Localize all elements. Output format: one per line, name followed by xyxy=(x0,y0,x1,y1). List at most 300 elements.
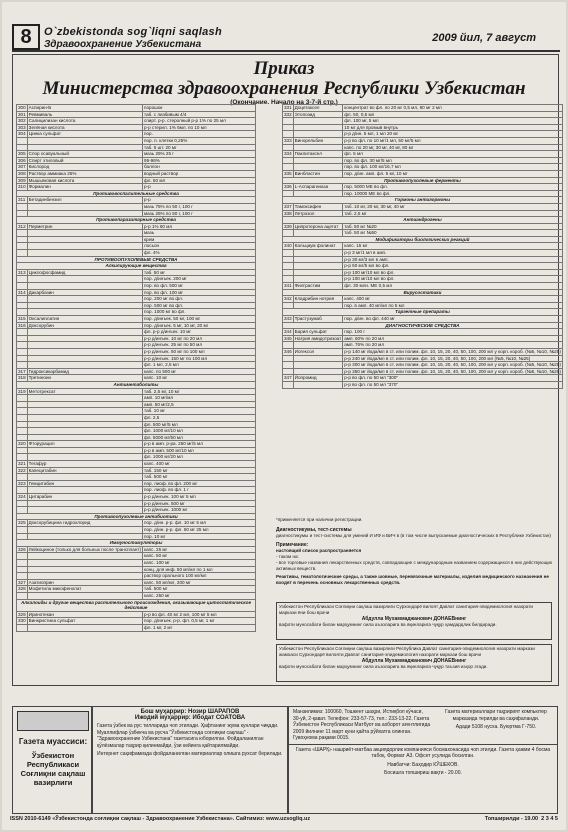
row-number xyxy=(17,421,28,428)
drug-form: р-р в амп. р-ра. 250 мг/5 мл xyxy=(143,441,256,448)
drug-form: мазь 25% 25 г xyxy=(143,151,256,158)
drug-name xyxy=(293,118,343,125)
table-row xyxy=(283,243,563,250)
drug-form: фл. 1000 мг/10 мл xyxy=(143,428,256,435)
table-row xyxy=(283,283,563,290)
drug-form: таб. 500 мг xyxy=(143,586,256,593)
row-number: 340 xyxy=(284,243,292,249)
table-row xyxy=(17,190,256,197)
drug-name xyxy=(27,474,142,481)
drug-name xyxy=(27,348,142,355)
row-number xyxy=(17,592,28,599)
drug-form: фл. р-р д/инъек. 10 мг xyxy=(143,329,256,336)
table-row xyxy=(17,480,256,487)
table-row xyxy=(17,184,256,191)
drug-form: р-р в амп. 500 мг/10 мл xyxy=(143,447,256,454)
address-text: Манзилимиз: 100060, Тошкент шаҳри, Истиқбол кўчаси, 30-уй, 2-қават. Телефон: 233-57-73, тел.: 233-13-22. Газета Ўзбекистон Республикаси Матбуот ва ахборот агентлигида 2009 йилнинг 11 март куни қайта рўйхатга олинган. Гувоҳнома рақами 0015. xyxy=(293,709,431,741)
issue-code: 2 3 4 5 xyxy=(541,816,558,822)
drug-name xyxy=(27,342,142,349)
row-number: 315 xyxy=(18,316,26,321)
drug-form: р-р 300 мг йода/мл в ст. или полим. фл. 10, 15, 20, 40, 50, 100, 200 мл у корп. короб. (№5, №10, №25) xyxy=(344,362,561,368)
drug-table-right xyxy=(282,104,563,389)
row-number xyxy=(283,124,294,131)
row-number xyxy=(17,250,28,257)
drug-name xyxy=(27,447,142,454)
drug-form: капс. 250 мг xyxy=(143,592,256,599)
table-row xyxy=(17,368,256,375)
drug-name: Мышьяковая кислота xyxy=(27,177,142,184)
drug-name xyxy=(27,137,142,144)
drug-form: фл. 1000 мг/20 мл xyxy=(143,454,256,461)
drug-form: пор. д/ин. р-р. фл. 10 мг 5 мл xyxy=(143,520,256,527)
row-number xyxy=(283,302,294,309)
row-number xyxy=(17,203,28,210)
row-number xyxy=(17,362,28,369)
drug-form: фл. 1 мл, 2,5 мл xyxy=(143,362,256,369)
row-number xyxy=(283,157,294,164)
drug-name xyxy=(293,355,343,362)
drug-form: р-р д/инъек. 10 мг по 20 мл xyxy=(143,335,256,342)
drug-name xyxy=(27,421,142,428)
notice2-name: Абдулла Мухаммаджанович ДОНАЕВнинг xyxy=(361,658,467,664)
drug-form: пор. д/ин. во фл. 440 мг xyxy=(343,316,563,323)
drug-name xyxy=(27,500,142,507)
drug-name: Перметрин xyxy=(27,223,142,230)
section-heading: Гормоны антигормоны xyxy=(283,197,563,204)
drug-form: р-р д/инъек. 500 мг xyxy=(143,500,256,507)
row-number: 329 xyxy=(18,611,26,617)
table-row xyxy=(283,184,563,191)
drug-name: Метотрексат xyxy=(27,388,142,395)
drug-name xyxy=(293,190,343,197)
table-row xyxy=(283,217,563,224)
table-row xyxy=(17,177,256,184)
notice2-text: Узбекистон Республикаси Соғлиқни сақлаш вазирлиги Республика Давлат санитария-эпидемиология назорати маркази жамоаси Сурхондарё вилояти Давлат санитария-эпидемиология назорати маркази бош врачи xyxy=(279,646,535,657)
drug-name: Кислород xyxy=(27,164,142,171)
drug-name xyxy=(27,428,142,435)
drug-name: Дакарбазин xyxy=(27,289,142,296)
table-row xyxy=(17,421,256,428)
note-diagnostics-head: Диагностикумы, тест-системы xyxy=(276,527,352,533)
table-row xyxy=(17,322,256,329)
drug-form: амп. 60% по 20 мл xyxy=(343,335,563,342)
table-row xyxy=(283,342,563,349)
drug-form: р-р во фл. по 10 мг/1 мл, 50 мг/5 мл xyxy=(343,137,563,144)
drug-name: Мофетила микофенолат xyxy=(27,586,142,593)
table-row xyxy=(17,566,256,573)
table-row xyxy=(283,362,563,369)
row-number: 308 xyxy=(18,170,26,176)
table-row xyxy=(17,223,256,230)
drug-form: таб. 2,5 мг xyxy=(343,210,563,217)
order-notes xyxy=(276,517,554,586)
row-number: 346 xyxy=(284,348,292,354)
drug-name: Салицилизан кислота xyxy=(27,118,142,125)
row-number: 347 xyxy=(284,375,292,381)
drug-name: Капецитабин xyxy=(27,467,142,474)
row-number xyxy=(17,553,28,560)
row-number: 303 xyxy=(18,124,26,130)
drug-name: Винорельбин xyxy=(293,137,343,144)
drug-form: пор. 500 мг во фл. xyxy=(143,302,256,309)
row-number xyxy=(283,230,294,237)
table-row xyxy=(283,210,563,217)
drug-form: пор. 1000 мг во фл. xyxy=(143,309,256,316)
left-drug-table xyxy=(16,104,278,632)
note-remark-b: - все торговые названия лекарственных средств, совпадающие с международным названием содержащихся в них действующих активных веществ. xyxy=(276,560,553,571)
drug-name xyxy=(293,131,343,138)
drug-name: Тегафур xyxy=(27,461,142,468)
row-number xyxy=(17,428,28,435)
drug-name xyxy=(27,236,142,243)
table-row xyxy=(17,197,256,204)
note-remark-head: Примечание: xyxy=(276,542,309,548)
row-number xyxy=(17,243,28,250)
row-number: 300 xyxy=(18,105,26,110)
drug-form: крем xyxy=(143,236,256,243)
drug-form: порошок xyxy=(143,105,256,112)
drug-form: пор. д/инъек. р-р. фл. 0,5 мг, 1 мг xyxy=(143,618,256,625)
drug-name xyxy=(27,533,142,540)
section-heading: Противопаразитарные средства xyxy=(17,217,256,224)
table-row xyxy=(283,381,563,388)
drug-name xyxy=(293,342,343,349)
notice1-text: Узбекистон Республикаси Соғлиқни сақлаш вазирлиги Сурхондарё вилоят Давлат санитария-эпидемиология назорати маркази ёни бош врачи xyxy=(279,604,533,615)
table-row xyxy=(17,579,256,586)
submit-time: Босишга топшириш вақти - 20.00. xyxy=(384,770,462,776)
drug-form: таб. 10 мг, 20 мг, 30 мг, 40 мг xyxy=(343,203,563,210)
row-number xyxy=(17,527,28,534)
table-row xyxy=(283,177,563,184)
table-row xyxy=(283,348,563,355)
table-row xyxy=(17,624,256,631)
drug-name: Винбластин xyxy=(293,170,343,177)
condolence-notice-1 xyxy=(276,602,552,640)
table-row xyxy=(283,111,563,118)
row-number xyxy=(17,447,28,454)
table-row xyxy=(17,164,256,171)
table-row xyxy=(283,269,563,276)
table-row xyxy=(17,559,256,566)
table-row xyxy=(17,111,256,118)
row-number xyxy=(283,131,294,138)
drug-form: фл. 4% xyxy=(143,250,256,257)
drug-form: р-р д/инъек. 100 мг 5 мл xyxy=(143,494,256,501)
section-heading: Противоопухолевые ферменты xyxy=(283,177,563,184)
drug-form: капс. 10 мг xyxy=(143,375,256,382)
table-row xyxy=(17,276,256,283)
row-number: 321 xyxy=(18,461,26,467)
row-number: 344 xyxy=(284,329,292,335)
table-row xyxy=(17,151,256,158)
table-row xyxy=(17,203,256,210)
drug-form: р-р д/ин. 5 мл, 1 мл 20 мг xyxy=(343,131,563,138)
row-number xyxy=(283,190,294,197)
table-row xyxy=(17,500,256,507)
section-heading: Противоопухолевые антибиотики xyxy=(17,513,256,520)
note-remark-c: Реактивы, гематологические среды, а также шовные, перевязочные материалы, изделия медицинского назначения не входят в перечень основных лекарственных средств. xyxy=(276,574,549,585)
table-row xyxy=(17,546,256,553)
drug-form: спирт. р-р. стеролный р-р 1% по 25 мл xyxy=(143,118,256,125)
drug-form: амп. 50 мг/2,5 xyxy=(143,401,256,408)
table-row xyxy=(283,263,563,270)
table-row xyxy=(17,210,256,217)
page-header xyxy=(12,24,560,52)
drug-name: Винкристина сульфат xyxy=(27,618,142,625)
table-row xyxy=(283,230,563,237)
table-row xyxy=(283,335,563,342)
drug-name xyxy=(293,256,343,263)
row-number: 341 xyxy=(284,283,292,289)
drug-name xyxy=(293,230,343,237)
row-number: 320 xyxy=(18,441,26,447)
drug-name xyxy=(27,566,142,573)
row-number: 305 xyxy=(18,151,26,157)
drug-name xyxy=(27,296,142,303)
row-number xyxy=(17,533,28,540)
note-diagnostics-body: диагностикумы и тест-системы для умений И ИФ и ВИЧ в (в том числе выпускаемые диагностических в Республике Узбекистан) xyxy=(276,533,551,538)
drug-form: пор. во фл. 500 мг xyxy=(143,283,256,290)
drug-form: конц. для инф. 50 мг/мл по 1 мл xyxy=(143,566,256,573)
section-heading: ПРОТИВООПУХОЛЕВЫЕ СРЕДСТВА xyxy=(17,256,256,263)
table-row xyxy=(17,236,256,243)
drug-form: пор. лиоф. во фл. 1 г xyxy=(143,487,256,494)
table-row xyxy=(17,217,256,224)
section-heading: Противовоспалительные средства xyxy=(17,190,256,197)
row-number xyxy=(283,118,294,125)
footer-contact-box xyxy=(288,706,558,814)
drug-form: капс. 400 мг xyxy=(143,461,256,468)
row-number: 313 xyxy=(18,269,26,275)
note-remark-a: - таком на: xyxy=(276,554,299,559)
publication-name-ru: Здравоохранение Узбекистана xyxy=(44,39,202,50)
row-number: 326 xyxy=(18,546,26,552)
table-row xyxy=(17,335,256,342)
publication-name-uz: O`zbekistonda sog`liqni saqlash xyxy=(44,26,222,38)
table-row xyxy=(283,118,563,125)
row-number xyxy=(283,362,294,369)
drug-name: Оксалиплатин xyxy=(27,316,142,323)
table-row xyxy=(17,487,256,494)
table-row xyxy=(17,540,256,547)
section-heading: Иммуностимуляторы xyxy=(17,540,256,547)
table-row xyxy=(283,329,563,336)
drug-form: амп. 10 мг/мл xyxy=(143,395,256,402)
drug-name: Аспирин-Б xyxy=(27,105,142,112)
drug-form: таб. 2,5 мг, 10 мг xyxy=(143,388,256,395)
table-row xyxy=(283,203,563,210)
row-number: 319 xyxy=(18,388,26,394)
table-row xyxy=(283,137,563,144)
row-number: 307 xyxy=(18,164,26,170)
drug-name: Этопозид xyxy=(293,111,343,118)
table-row xyxy=(17,520,256,527)
table-row xyxy=(17,414,256,421)
drug-form: пор. п. клетки 0,25% xyxy=(143,137,256,144)
row-number xyxy=(17,230,28,237)
drug-name xyxy=(27,210,142,217)
drug-name: Иогексол xyxy=(293,348,343,355)
drug-form: таб. 50 мг xyxy=(143,269,256,276)
section-heading: Модификаторы биологических реакций xyxy=(283,236,563,243)
print-order: Адади 5108 нусха. Буюртма Г-750. xyxy=(455,724,537,730)
drug-form: фл. 50, 0,5 мл xyxy=(343,111,563,118)
drug-name: Раствор аммиака 25% xyxy=(27,170,142,177)
row-number xyxy=(17,474,28,481)
drug-form: мазь xyxy=(143,230,256,237)
row-number xyxy=(17,329,28,336)
drug-form: пор. д/инъек. 200 мг xyxy=(143,276,256,283)
row-number xyxy=(17,296,28,303)
drug-form: р-р д/инъек. 150 мг по 100 мл xyxy=(143,355,256,362)
row-number: 325 xyxy=(18,520,26,526)
section-heading: Антиандрогены xyxy=(283,217,563,224)
table-row xyxy=(17,447,256,454)
drug-form: фл. 500 мг/5 мл xyxy=(143,421,256,428)
row-number xyxy=(17,434,28,441)
table-row xyxy=(283,355,563,362)
drug-form: фл. 2,5 xyxy=(143,414,256,421)
drug-name: Зелёная кислота xyxy=(27,124,142,131)
drug-name xyxy=(27,401,142,408)
row-number: 335 xyxy=(284,170,292,176)
drug-form: р-р 100 мг/10 мл во фл. xyxy=(343,269,563,276)
drug-form: амп. 76% по 20 мл xyxy=(343,342,563,349)
drug-form: пор. во фл. 30 мг/5 мл xyxy=(343,157,563,164)
table-row xyxy=(17,342,256,349)
drug-name xyxy=(27,487,142,494)
table-row xyxy=(283,322,563,329)
drug-name: Доксорубицина гидрохлорид xyxy=(27,520,142,527)
drug-form: р-р во фл. по 50 мл "370" xyxy=(343,381,563,388)
row-number xyxy=(17,355,28,362)
row-number xyxy=(17,395,28,402)
drug-form: капс. 50 мг xyxy=(143,553,256,560)
drug-name xyxy=(27,507,142,514)
drug-name xyxy=(27,276,142,283)
table-row xyxy=(17,381,256,388)
row-number: 314 xyxy=(18,289,26,295)
row-number xyxy=(17,573,28,580)
page-number: 8 xyxy=(12,24,40,50)
table-row xyxy=(17,527,256,534)
drug-name: Азатиоприн xyxy=(27,579,142,586)
drug-form: таб. 50 мг №50 xyxy=(343,230,563,237)
row-number xyxy=(283,144,294,151)
table-row xyxy=(17,256,256,263)
table-row xyxy=(17,137,256,144)
row-number: 304 xyxy=(18,131,26,137)
table-row xyxy=(17,269,256,276)
drug-form: пор. лиоф. во фл. 200 мг xyxy=(143,480,256,487)
drug-name xyxy=(293,368,343,375)
computer-note: Газета материаллари таҳририят компьютер марказида терилди ва саҳифаланди. xyxy=(445,709,547,722)
table-row xyxy=(17,105,256,112)
table-row xyxy=(17,474,256,481)
row-number: 318 xyxy=(18,375,26,381)
drug-name: Йопромид xyxy=(293,375,343,382)
table-row xyxy=(283,170,563,177)
table-row xyxy=(17,157,256,164)
drug-name: Цитарабин xyxy=(27,494,142,501)
drug-name: Ципротерона ацетат xyxy=(293,223,343,230)
drug-form: пор. xyxy=(143,131,256,138)
order-subtitle: Министерства здравоохранения Республики Узбекистан xyxy=(42,78,526,99)
row-number xyxy=(283,250,294,257)
drug-form: фл. 5 мл xyxy=(343,151,563,158)
founder-name: Ўзбекистон Республикаси Соғлиқни сақлаш вазирлиги xyxy=(20,751,86,787)
founder-label: Газета муассиси: xyxy=(18,737,88,746)
row-number xyxy=(17,309,28,316)
drug-name xyxy=(293,263,343,270)
drug-name: Кладрибин нотрия xyxy=(293,296,343,303)
table-row xyxy=(17,586,256,593)
drug-form: р-р д/инъек. 25 мг по 50 мл xyxy=(143,342,256,349)
table-row xyxy=(283,316,563,323)
table-row xyxy=(17,309,256,316)
table-row xyxy=(17,302,256,309)
issue-date: 2009 йил, 7 август xyxy=(432,32,536,44)
drug-form: таб. 5 шт. 20 мг xyxy=(143,144,256,151)
drug-form: капс. 100 мг xyxy=(143,559,256,566)
table-row xyxy=(283,151,563,158)
row-number: 310 xyxy=(18,184,26,190)
drug-form: фл. 5000 мг/50 мл xyxy=(143,434,256,441)
row-number xyxy=(17,342,28,349)
drug-form: фл. 100 мг, 5 мл xyxy=(343,118,563,125)
drug-table-left xyxy=(16,104,256,632)
drug-form: р-р 30 мг/3 мл в амп. xyxy=(343,256,563,263)
row-number xyxy=(283,269,294,276)
drug-name: Доцетаксел xyxy=(293,105,343,112)
drug-name: Фторурацил xyxy=(27,441,142,448)
drug-form: фл. 1 мг, 2 мг xyxy=(143,624,256,631)
drug-name: Циклофосфамид xyxy=(27,269,142,276)
drug-name xyxy=(27,203,142,210)
row-number xyxy=(17,236,28,243)
table-row xyxy=(17,329,256,336)
drug-name xyxy=(27,335,142,342)
drug-name: Бетадинбензил xyxy=(27,197,142,204)
row-number xyxy=(17,408,28,415)
drug-name xyxy=(27,553,142,560)
table-row xyxy=(17,428,256,435)
table-row xyxy=(17,316,256,323)
row-number xyxy=(17,335,28,342)
drug-form: капс. по 20 мг, 30 мг, 40 мг, 80 мг xyxy=(343,144,563,151)
drug-name xyxy=(293,269,343,276)
row-number xyxy=(17,624,28,631)
table-row xyxy=(283,105,563,112)
drug-form: пор. 10000 ME во фл. xyxy=(343,190,563,197)
drug-form: пор. д/инъек. 50 мг, 100 мг xyxy=(143,316,256,323)
drug-form: р-р стерил. 1% 5мл. по 10 мл xyxy=(143,124,256,131)
order-title: Приказ xyxy=(253,58,315,79)
section-heading: Алкилирующие вещества xyxy=(17,263,256,270)
row-number xyxy=(17,348,28,355)
bottom-line xyxy=(10,816,558,822)
row-number xyxy=(17,507,28,514)
table-row xyxy=(17,507,256,514)
drug-name xyxy=(27,355,142,362)
table-row xyxy=(17,144,256,151)
drug-form: концентрат во фл. по 20 мг 0,5 мл, 80 мг 2 мл xyxy=(343,105,563,112)
table-row xyxy=(283,197,563,204)
table-row xyxy=(17,618,256,625)
table-row xyxy=(283,124,563,131)
pass-time: Топширилди - 19.00 xyxy=(484,816,539,822)
table-row xyxy=(17,395,256,402)
